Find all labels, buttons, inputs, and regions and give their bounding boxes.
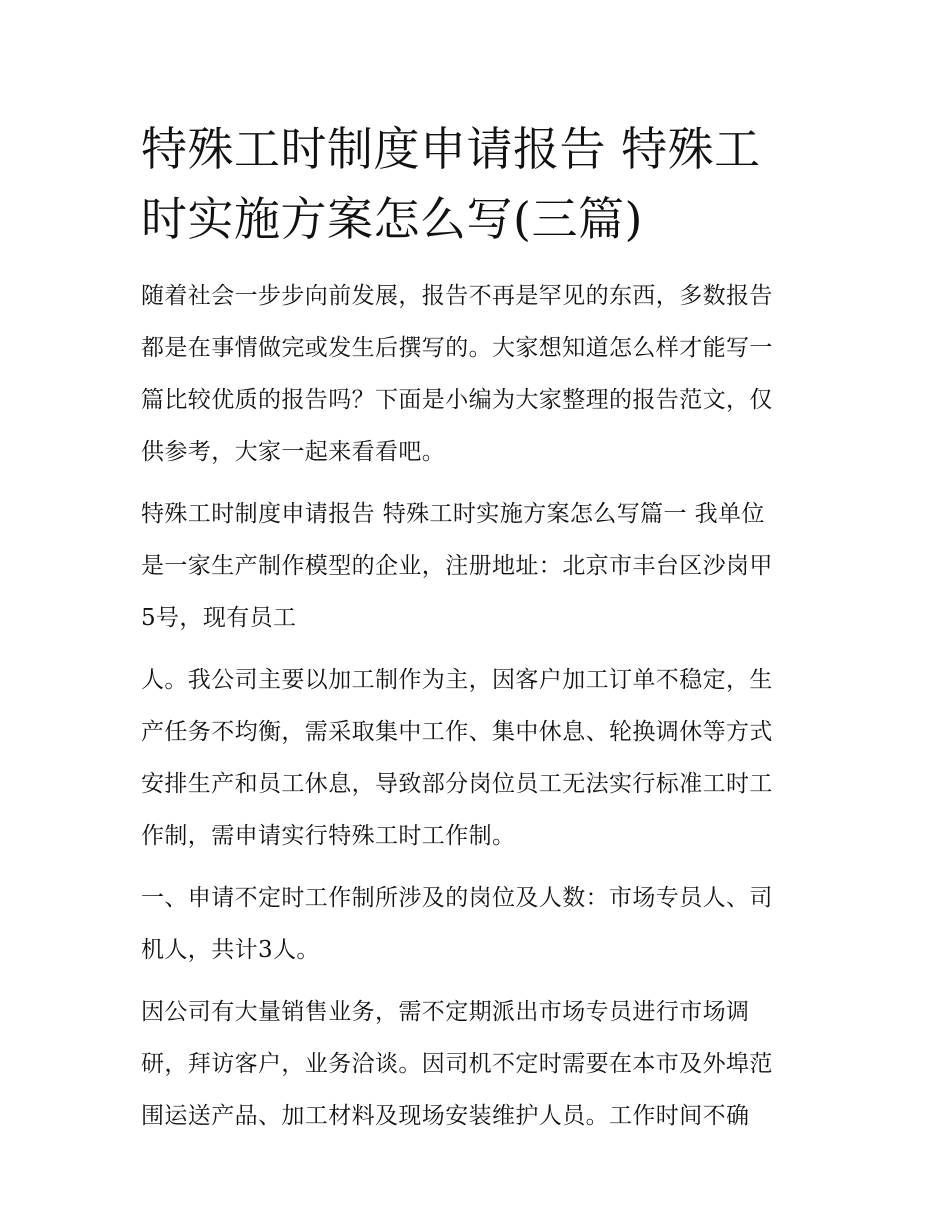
text-line: 机人，共计3人。 <box>141 937 320 963</box>
text-line: 人。我公司主要以加工制作为主，因客户加工订单不稳定，生 <box>141 667 773 693</box>
document-title <box>141 114 813 254</box>
title-line: 特殊工时制度申请报告 特殊工 <box>141 122 761 176</box>
document-body <box>141 114 813 1142</box>
reason-paragraph <box>141 986 813 1142</box>
company-description-paragraph <box>141 654 813 862</box>
text-line: 围运送产品、加工材料及现场安装维护人员。工作时间不确 <box>141 1103 750 1129</box>
text-line: 因公司有大量销售业务，需不定期派出市场专员进行市场调 <box>141 999 750 1025</box>
text-line: 一、申请不定时工作制所涉及的岗位及人数：市场专员人、司 <box>141 885 773 911</box>
text-line: 随着社会一步步向前发展，报告不再是罕见的东西，多数报告 <box>141 283 773 309</box>
text-line: 产任务不均衡，需采取集中工作、集中休息、轮换调休等方式 <box>141 719 773 745</box>
title-line: 时实施方案怎么写(三篇) <box>141 192 643 246</box>
text-line: 篇比较优质的报告吗？下面是小编为大家整理的报告范文，仅 <box>141 387 773 413</box>
section-one-heading-paragraph <box>141 488 813 644</box>
text-line: 特殊工时制度申请报告 特殊工时实施方案怎么写篇一 我单位 <box>141 501 765 527</box>
text-line: 作制，需申请实行特殊工时工作制。 <box>141 823 516 849</box>
positions-paragraph <box>141 872 813 976</box>
text-line: 研，拜访客户，业务洽谈。因司机不定时需要在本市及外埠范 <box>141 1051 773 1077</box>
text-line: 5号，现有员工 <box>141 605 297 631</box>
text-line: 是一家生产制作模型的企业，注册地址：北京市丰台区沙岗甲 <box>141 553 773 579</box>
text-line: 供参考，大家一起来看看吧。 <box>141 439 446 465</box>
text-line: 都是在事情做完或发生后撰写的。大家想知道怎么样才能写一 <box>141 335 773 361</box>
text-line: 安排生产和员工休息，导致部分岗位员工无法实行标准工时工 <box>141 771 773 797</box>
intro-paragraph <box>141 270 813 478</box>
